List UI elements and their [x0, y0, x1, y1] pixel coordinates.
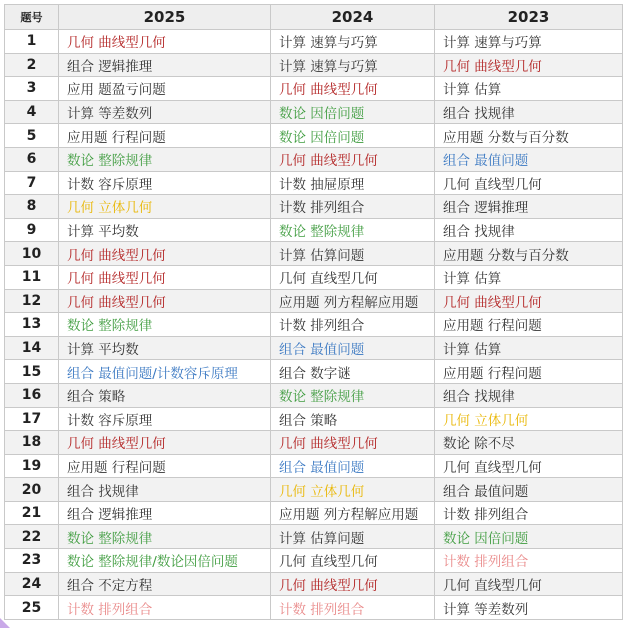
topic-cell-2025: 计数 容斥原理	[59, 171, 271, 195]
topic-cell-2023: 组合 找规律	[435, 383, 623, 407]
table-row	[5, 596, 623, 620]
topic-cell-2024: 计数 排列组合	[271, 313, 435, 337]
question-number: 3	[5, 77, 59, 101]
topic-cell-2023: 计算 估算	[435, 265, 623, 289]
topic-cell-2023: 几何 曲线型几何	[435, 289, 623, 313]
question-number: 17	[5, 407, 59, 431]
topic-cell-2024: 应用题 列方程解应用题	[271, 289, 435, 313]
header-year-2023: 2023	[435, 5, 623, 30]
table-row	[5, 431, 623, 455]
topic-cell-2025: 应用 题盈亏问题	[59, 77, 271, 101]
topic-cell-2024: 计算 速算与巧算	[271, 30, 435, 54]
topic-cell-2023: 应用题 分数与百分数	[435, 242, 623, 266]
topic-cell-2023: 组合 找规律	[435, 218, 623, 242]
topic-cell-2024: 几何 直线型几何	[271, 549, 435, 573]
question-number: 16	[5, 383, 59, 407]
topic-cell-2025: 数论 整除规律	[59, 147, 271, 171]
question-number: 18	[5, 431, 59, 455]
topic-cell-2024: 数论 因倍问题	[271, 100, 435, 124]
table-row	[5, 454, 623, 478]
topic-cell-2024: 计算 速算与巧算	[271, 53, 435, 77]
topic-cell-2024: 应用题 列方程解应用题	[271, 501, 435, 525]
topic-cell-2025: 数论 整除规律	[59, 313, 271, 337]
table-row	[5, 100, 623, 124]
topic-cell-2025: 应用题 行程问题	[59, 454, 271, 478]
topic-cell-2025: 数论 整除规律	[59, 525, 271, 549]
question-number: 25	[5, 596, 59, 620]
topic-cell-2025: 计算 等差数列	[59, 100, 271, 124]
topic-cell-2025: 组合 逻辑推理	[59, 53, 271, 77]
question-number: 12	[5, 289, 59, 313]
table-row	[5, 195, 623, 219]
topic-cell-2024: 几何 立体几何	[271, 478, 435, 502]
table-row	[5, 265, 623, 289]
topic-cell-2025: 几何 曲线型几何	[59, 30, 271, 54]
topic-cell-2023: 组合 找规律	[435, 100, 623, 124]
header-year-2025: 2025	[59, 5, 271, 30]
topic-cell-2024: 计算 估算问题	[271, 242, 435, 266]
table-row	[5, 218, 623, 242]
table-row	[5, 124, 623, 148]
question-number: 15	[5, 360, 59, 384]
topic-cell-2023: 计算 估算	[435, 336, 623, 360]
topic-cell-2023: 计数 排列组合	[435, 501, 623, 525]
topic-cell-2023: 计算 估算	[435, 77, 623, 101]
topic-cell-2023: 组合 最值问题	[435, 147, 623, 171]
table-row	[5, 313, 623, 337]
header-question-number: 题号	[5, 5, 59, 30]
topic-cell-2025: 几何 曲线型几何	[59, 289, 271, 313]
topic-cell-2025: 几何 曲线型几何	[59, 242, 271, 266]
question-number: 4	[5, 100, 59, 124]
topic-cell-2024: 几何 直线型几何	[271, 265, 435, 289]
topic-cell-2024: 组合 最值问题	[271, 454, 435, 478]
question-number: 2	[5, 53, 59, 77]
topic-cell-2023: 计算 等差数列	[435, 596, 623, 620]
topic-cell-2023: 计算 速算与巧算	[435, 30, 623, 54]
topic-cell-2023: 数论 因倍问题	[435, 525, 623, 549]
table-row	[5, 147, 623, 171]
question-number: 6	[5, 147, 59, 171]
question-number: 22	[5, 525, 59, 549]
topic-cell-2024: 几何 曲线型几何	[271, 431, 435, 455]
table-row	[5, 360, 623, 384]
table-row	[5, 383, 623, 407]
topic-cell-2025: 组合 找规律	[59, 478, 271, 502]
question-number: 23	[5, 549, 59, 573]
table-row	[5, 77, 623, 101]
topic-cell-2024: 数论 因倍问题	[271, 124, 435, 148]
question-number: 10	[5, 242, 59, 266]
question-number: 5	[5, 124, 59, 148]
topic-cell-2024: 计数 抽屉原理	[271, 171, 435, 195]
topic-cell-2025: 组合 不定方程	[59, 572, 271, 596]
topic-cell-2024: 组合 策略	[271, 407, 435, 431]
table-row	[5, 407, 623, 431]
topic-cell-2024: 组合 数字谜	[271, 360, 435, 384]
topic-cell-2023: 组合 最值问题	[435, 478, 623, 502]
topic-cell-2025: 计算 平均数	[59, 218, 271, 242]
topic-cell-2024: 数论 整除规律	[271, 218, 435, 242]
question-number: 24	[5, 572, 59, 596]
topic-cell-2025: 几何 立体几何	[59, 195, 271, 219]
topic-cell-2023: 几何 直线型几何	[435, 171, 623, 195]
topic-cell-2023: 几何 立体几何	[435, 407, 623, 431]
question-number: 9	[5, 218, 59, 242]
question-number: 19	[5, 454, 59, 478]
question-number: 7	[5, 171, 59, 195]
topic-cell-2024: 几何 曲线型几何	[271, 77, 435, 101]
topic-cell-2023: 应用题 行程问题	[435, 360, 623, 384]
topic-cell-2024: 几何 曲线型几何	[271, 147, 435, 171]
topic-cell-2023: 几何 直线型几何	[435, 572, 623, 596]
topic-cell-2023: 应用题 行程问题	[435, 313, 623, 337]
topic-cell-2025: 组合 最值问题/计数容斥原理	[59, 360, 271, 384]
topic-cell-2024: 组合 最值问题	[271, 336, 435, 360]
header-year-2024: 2024	[271, 5, 435, 30]
topic-cell-2024: 计算 估算问题	[271, 525, 435, 549]
question-number: 21	[5, 501, 59, 525]
table-row	[5, 30, 623, 54]
header-row	[5, 5, 623, 30]
topic-cell-2024: 几何 曲线型几何	[271, 572, 435, 596]
table-row	[5, 242, 623, 266]
question-number: 13	[5, 313, 59, 337]
question-number: 14	[5, 336, 59, 360]
topic-cell-2023: 几何 曲线型几何	[435, 53, 623, 77]
table-row	[5, 525, 623, 549]
table-row	[5, 53, 623, 77]
question-number: 1	[5, 30, 59, 54]
table-row	[5, 336, 623, 360]
topics-table	[4, 4, 623, 620]
topic-cell-2023: 几何 直线型几何	[435, 454, 623, 478]
topic-cell-2024: 计数 排列组合	[271, 596, 435, 620]
topic-cell-2025: 几何 曲线型几何	[59, 265, 271, 289]
topic-cell-2023: 计数 排列组合	[435, 549, 623, 573]
topic-cell-2024: 计数 排列组合	[271, 195, 435, 219]
topic-cell-2023: 组合 逻辑推理	[435, 195, 623, 219]
topic-cell-2025: 组合 策略	[59, 383, 271, 407]
topic-cell-2024: 数论 整除规律	[271, 383, 435, 407]
table-row	[5, 289, 623, 313]
table-row	[5, 171, 623, 195]
topic-cell-2023: 应用题 分数与百分数	[435, 124, 623, 148]
corner-decoration	[0, 618, 10, 628]
topic-cell-2025: 计数 排列组合	[59, 596, 271, 620]
topic-cell-2025: 计数 容斥原理	[59, 407, 271, 431]
table-row	[5, 478, 623, 502]
table-body	[5, 30, 623, 620]
table-row	[5, 549, 623, 573]
topic-cell-2025: 组合 逻辑推理	[59, 501, 271, 525]
topic-cell-2025: 应用题 行程问题	[59, 124, 271, 148]
question-number: 11	[5, 265, 59, 289]
table-row	[5, 501, 623, 525]
question-number: 8	[5, 195, 59, 219]
question-number: 20	[5, 478, 59, 502]
topic-cell-2025: 数论 整除规律/数论因倍问题	[59, 549, 271, 573]
topic-cell-2023: 数论 除不尽	[435, 431, 623, 455]
table-row	[5, 572, 623, 596]
topic-cell-2025: 几何 曲线型几何	[59, 431, 271, 455]
topic-cell-2025: 计算 平均数	[59, 336, 271, 360]
